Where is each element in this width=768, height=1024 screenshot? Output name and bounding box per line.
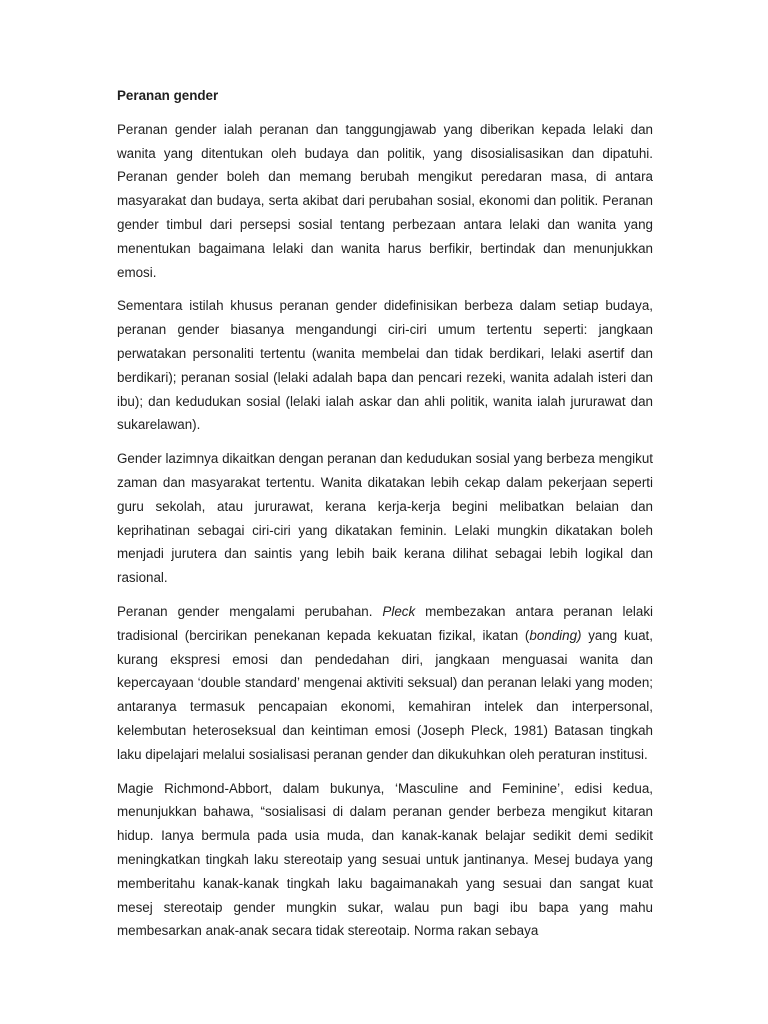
italic-text-run: Pleck <box>382 603 416 619</box>
paragraph-3 <box>117 447 653 590</box>
text-run: Peranan gender mengalami perubahan. <box>117 603 383 619</box>
document-title: Peranan gender <box>117 88 219 103</box>
text-run: Sementara istilah khusus peranan gender didefinisikan berbeza dalam setiap budaya, peranan gender biasanya mengandungi ciri-ciri umum tertentu seperti: jangkaan perwatakan personaliti tertentu (wanita membelai dan tidak berdikari, lelaki asertif dan berdikari); peranan sosial (lelaki adalah bapa dan pencari rezeki, wanita adalah isteri dan ibu); dan kedudukan sosial (lelaki ialah askar dan ahli politik, wanita ialah jururawat dan sukarelawan). <box>117 298 653 433</box>
paragraph-5 <box>117 777 653 944</box>
paragraph-1 <box>117 118 653 285</box>
text-run: yang kuat, kurang ekspresi emosi dan pendedahan diri, jangkaan menguasai wanita dan kepercayaan ‘double standard’ mengenai aktiviti seksual) dan peranan lelaki yang moden; antaranya termasuk pencapaian ekonomi, kemahiran intelek dan interpersonal, kelembutan heteroseksual dan keintiman emosi (Joseph Pleck, 1981) Batasan tingkah laku dipelajari melalui sosialisasi peranan gender dan dikukuhkan oleh peraturan institusi. <box>117 627 653 762</box>
text-run: membezakan antara peranan lelaki tradisional (bercirikan penekanan kepada kekuatan fizikal, ikatan ( <box>117 603 653 643</box>
text-run: Magie Richmond-Abbort, dalam bukunya, ‘Masculine and Feminine’, edisi kedua, menunjukkan bahawa, “sosialisasi di dalam peranan gender berbeza mengikut kitaran hidup. Ianya bermula pada usia muda, dan kanak-kanak belajar sedikit demi sedikit meningkatkan tingkah laku stereotaip yang sesuai untuk jantinanya. Mesej budaya yang memberitahu kanak-kanak tingkah laku bagaimanakah yang sesuai dan sangat kuat mesej stereotaip gender mungkin sukar, walau pun bagi ibu bapa yang mahu membesarkan anak-anak secara tidak stereotaip. Norma rakan sebaya <box>117 780 653 939</box>
text-run: Gender lazimnya dikaitkan dengan peranan dan kedudukan sosial yang berbeza mengikut zaman dan masyarakat tertentu. Wanita dikatakan lebih cekap dalam pekerjaan seperti guru sekolah, atau jururawat, kerana kerja-kerja begini melibatkan belaian dan keprihatinan sebagai ciri-ciri yang dikatakan feminin. Lelaki mungkin dikatakan boleh menjadi jurutera dan saintis yang lebih baik kerana dilihat sebagai lebih logikal dan rasional. <box>117 451 653 586</box>
document-body <box>117 118 653 943</box>
text-run: Peranan gender ialah peranan dan tanggungjawab yang diberikan kepada lelaki dan wanita yang ditentukan oleh budaya dan politik, yang disosialisasikan dan dipatuhi. Peranan gender boleh dan memang berubah mengikut peredaran masa, di antara masyarakat dan budaya, serta akibat dari perubahan sosial, ekonomi dan politik. Peranan gender timbul dari persepsi sosial tentang perbezaan antara lelaki dan wanita yang menentukan bagaimana lelaki dan wanita harus berfikir, bertindak dan menunjukkan emosi. <box>117 121 653 280</box>
paragraph-2 <box>117 294 653 437</box>
italic-text-run: bonding) <box>529 627 582 643</box>
document-page <box>117 84 653 953</box>
paragraph-4 <box>117 600 653 767</box>
